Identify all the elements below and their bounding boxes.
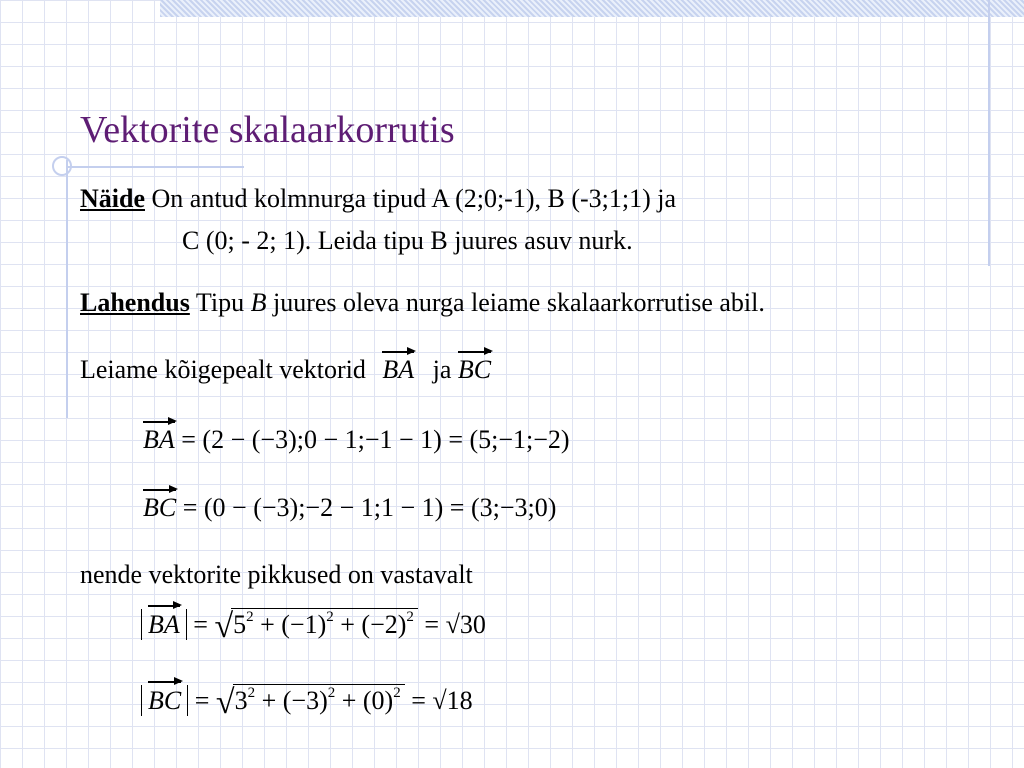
sqrt-icon: √ bbox=[215, 684, 235, 721]
vector-ba-label: BA bbox=[382, 355, 415, 384]
example-text-1: On antud kolmnurga tipud A (2;0;-1), B (-3;1;1) ja bbox=[151, 184, 677, 213]
decorative-hatch-band bbox=[160, 0, 1024, 17]
equation-bc-rhs: = (0 − (−3);−2 − 1;1 − 1) = (3;−3;0) bbox=[182, 493, 557, 522]
ba-pow-2: 2 bbox=[326, 609, 334, 625]
sqrt-icon: √ bbox=[214, 608, 234, 645]
solution-label: Lahendus bbox=[80, 288, 190, 317]
length-ba-vector: BA bbox=[148, 610, 180, 639]
bc-term-3: + (0) bbox=[335, 686, 394, 715]
example-line-1 bbox=[80, 184, 676, 214]
length-ba bbox=[141, 608, 486, 646]
ba-pow-3: 2 bbox=[406, 609, 414, 625]
ba-term-1: 5 bbox=[233, 610, 247, 639]
decorative-horizontal-line bbox=[66, 166, 244, 168]
bc-pow-1: 2 bbox=[247, 685, 256, 701]
slide-title: Vektorite skalaarkorrutis bbox=[80, 109, 455, 151]
equation-ba-vector: BA bbox=[143, 425, 175, 454]
decorative-vertical-line-left bbox=[66, 160, 68, 418]
equation-ba bbox=[143, 425, 570, 455]
length-ba-result: = √30 bbox=[424, 610, 486, 639]
find-vectors-joiner: ja bbox=[432, 355, 452, 384]
ba-term-3: + (−2) bbox=[333, 610, 407, 639]
bc-term-1: 3 bbox=[234, 686, 248, 715]
equation-bc-vector: BC bbox=[143, 493, 177, 522]
length-bc bbox=[141, 684, 473, 722]
find-vectors-text: Leiame kõigepealt vektorid bbox=[80, 355, 366, 384]
abs-bc bbox=[141, 685, 188, 716]
decorative-vertical-line-right bbox=[988, 0, 990, 266]
solution-text-after: juures oleva nurga leiame skalaarkorrutise abil. bbox=[272, 288, 765, 317]
solution-text-before: Tipu bbox=[195, 288, 245, 317]
length-bc-vector: BC bbox=[148, 686, 182, 715]
find-vectors-line bbox=[80, 355, 491, 385]
length-bc-eq: = bbox=[194, 686, 210, 715]
length-bc-result: = √18 bbox=[411, 686, 473, 715]
equation-ba-rhs: = (2 − (−3);0 − 1;−1 − 1) = (5;−1;−2) bbox=[181, 425, 570, 454]
solution-var: B bbox=[250, 288, 267, 317]
example-line-2: C (0; - 2; 1). Leida tipu B juures asuv nurk. bbox=[182, 226, 633, 255]
length-ba-eq: = bbox=[193, 610, 208, 639]
decorative-circle bbox=[52, 156, 72, 176]
ba-pow-1: 2 bbox=[246, 609, 254, 625]
length-bc-radicand bbox=[233, 684, 405, 716]
bc-pow-2: 2 bbox=[327, 685, 336, 701]
equation-bc bbox=[143, 493, 556, 523]
abs-ba bbox=[141, 609, 187, 640]
bc-pow-3: 2 bbox=[393, 685, 401, 701]
length-ba-radicand bbox=[231, 608, 418, 640]
example-label: Näide bbox=[80, 184, 145, 213]
vector-bc-label: BC bbox=[457, 355, 492, 384]
bc-term-2: + (−3) bbox=[255, 686, 328, 715]
ba-term-2: + (−1) bbox=[253, 610, 327, 639]
solution-line bbox=[80, 288, 765, 318]
lengths-text: nende vektorite pikkused on vastavalt bbox=[80, 560, 473, 589]
